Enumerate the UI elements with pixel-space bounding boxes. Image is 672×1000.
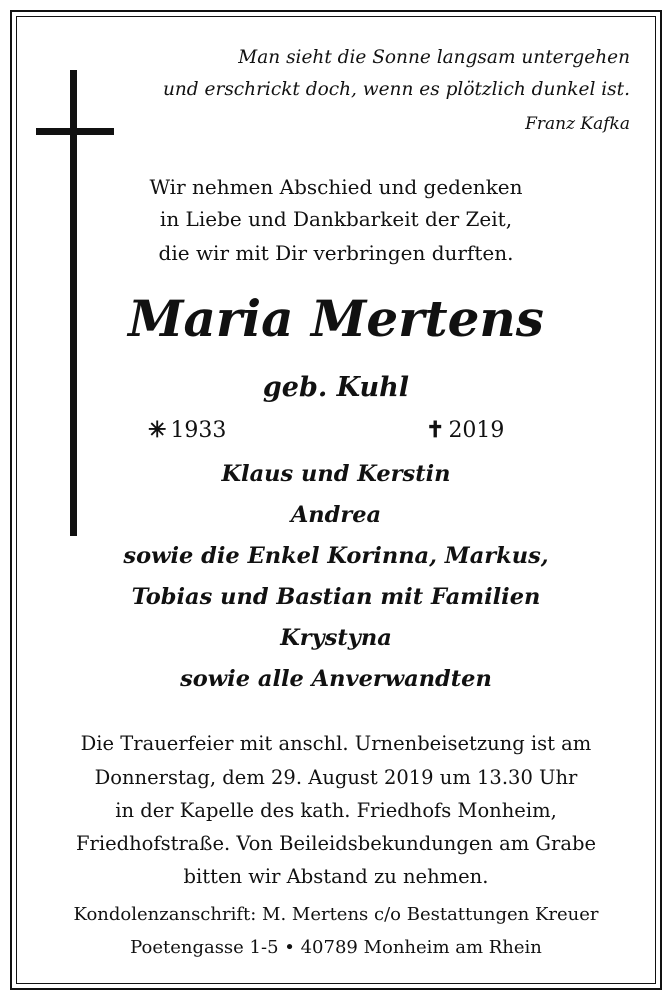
birth-date	[148, 414, 226, 447]
service-line: Die Trauerfeier mit anschl. Urnenbeisetzung ist am	[80, 732, 592, 755]
maiden-name: geb. Kuhl	[262, 372, 410, 403]
mourner-line: sowie alle Anverwandten	[180, 666, 492, 692]
death-year: 2019	[448, 418, 505, 443]
deceased-name: Maria Mertens	[128, 289, 544, 348]
intro-line-2: in Liebe und Dankbarkeit der Zeit,	[159, 207, 513, 231]
quote-line-2: und erschrickt doch, wenn es plötzlich dunkel ist.	[162, 79, 630, 100]
death-date	[426, 414, 504, 447]
condolence-address-line-2: Poetengasse 1-5 • 40789 Monheim am Rhein	[130, 937, 542, 958]
mourner-line: Andrea	[290, 502, 382, 528]
mourner-line: Tobias und Bastian mit Familien	[131, 584, 541, 610]
service-line: bitten wir Abstand zu nehmen.	[183, 865, 489, 888]
mourner-line: Krystyna	[280, 625, 392, 651]
service-line: Donnerstag, dem 29. August 2019 um 13.30 Uhr	[94, 766, 578, 789]
quote-line-1: Man sieht die Sonne langsam untergehen	[238, 47, 630, 68]
condolence-address-line-1: Kondolenzanschrift: M. Mertens c/o Bestattungen Kreuer	[73, 904, 599, 925]
quote-author: Franz Kafka	[525, 114, 630, 134]
intro-line-3: die wir mit Dir verbringen durften.	[158, 241, 514, 265]
asterisk-icon: ✳	[148, 417, 167, 443]
intro-line-1: Wir nehmen Abschied und gedenken	[149, 175, 523, 199]
mourner-line: sowie die Enkel Korinna, Markus,	[123, 543, 549, 569]
mourner-line: Klaus und Kerstin	[221, 461, 451, 487]
birth-year: 1933	[170, 418, 227, 443]
service-line: in der Kapelle des kath. Friedhofs Monheim,	[115, 799, 557, 822]
cross-small-icon: ✝	[426, 417, 445, 443]
service-line: Friedhofstraße. Von Beileidsbekundungen am Grabe	[76, 832, 596, 855]
cross-horizontal-bar	[36, 128, 114, 135]
